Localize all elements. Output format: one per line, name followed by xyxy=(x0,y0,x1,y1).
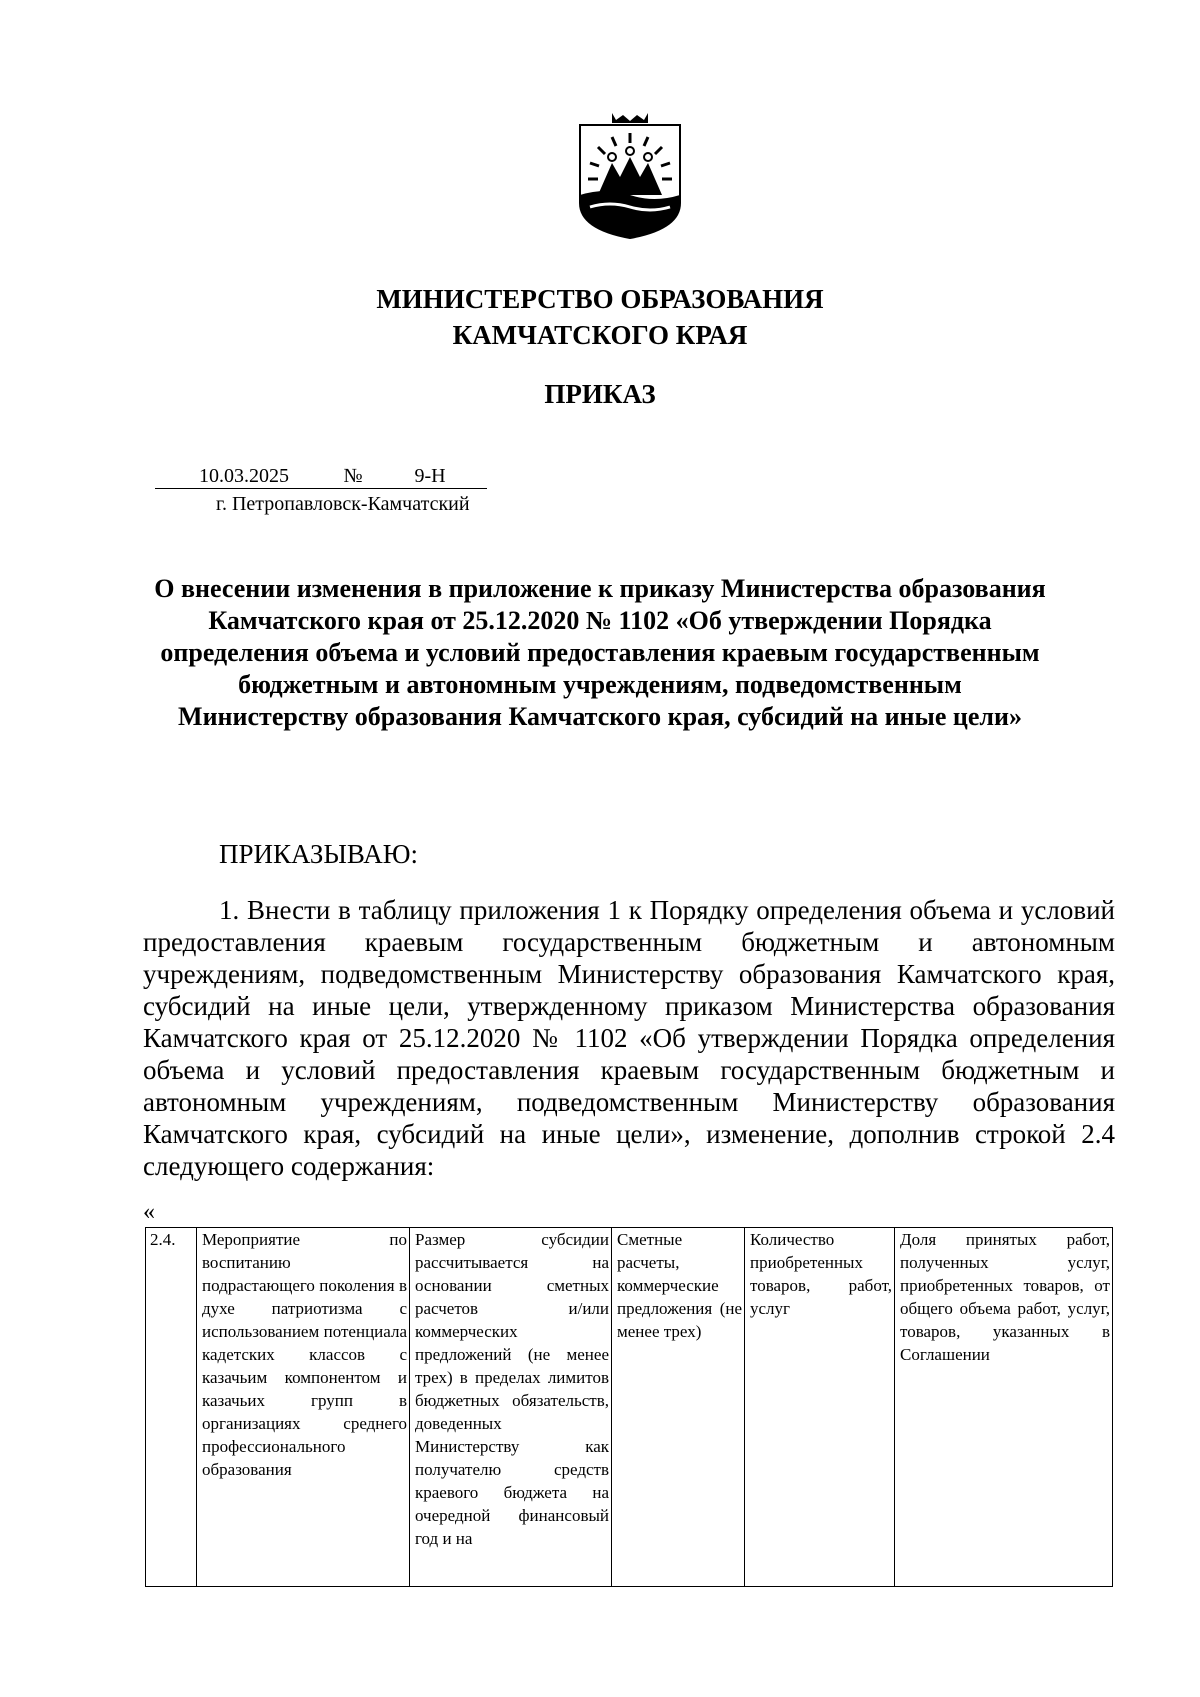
order-word: ПРИКАЗЫВАЮ: xyxy=(219,839,418,869)
ministry-line-2: КАМЧАТСКОГО КРАЯ xyxy=(452,320,748,350)
open-quote: « xyxy=(143,1199,155,1225)
number-sign: № xyxy=(333,464,373,489)
doc-type-title: ПРИКАЗ xyxy=(544,379,656,409)
table-row xyxy=(146,1228,1113,1587)
coat-of-arms-icon xyxy=(576,111,684,239)
order-date-number xyxy=(155,464,487,489)
table-cell-event: Мероприятие по воспитанию подрастающего поколения в духе патриотизма с использованием потенциала кадетских классов с казачьим компонентом и казачьих групп в организациях среднего профессионального образования xyxy=(197,1228,410,1587)
order-subject: О внесении изменения в приложение к приказу Министерства образования Камчатского края от 25.12.2020 № 1102 «Об утверждении Порядка определения объема и условий предоставления краевым государственным бюджетным и автономным учреждениям, подведомственным Министерству образования Камчатского края, субсидий на иные цели» xyxy=(154,574,1046,731)
amendment-table xyxy=(145,1227,1113,1587)
table-cell-result: Количество приобретенных товаров, работ, услуг xyxy=(745,1228,895,1587)
order-number: 9-Н xyxy=(373,464,487,489)
paragraph-1: 1. Внести в таблицу приложения 1 к Порядку определения объема и условий предоставления краевым государственным бюджетным и автономным учреждениям, подведомственным Министерству образования Камчатского края, субсидий на иные цели, утвержденному приказом Министерства образования Камчатского края от 25.12.2020 № 1102 «Об утверждении Порядка определения объема и условий предоставления краевым государственным бюджетным и автономным учреждениям, подведомственным Министерству образования Камчатского края, субсидий на иные цели», изменение, дополнив строкой 2.4 следующего содержания: xyxy=(143,895,1115,1181)
table-cell-documents: Сметные расчеты, коммерческие предложения (не менее трех) xyxy=(612,1228,745,1587)
table-cell-number: 2.4. xyxy=(146,1228,197,1587)
order-city: г. Петропавловск-Камчатский xyxy=(216,493,470,515)
ministry-line-1: МИНИСТЕРСТВО ОБРАЗОВАНИЯ xyxy=(376,284,824,314)
table-cell-indicator: Доля принятых работ, полученных услуг, приобретенных товаров, от общего объема работ, услуг, товаров, указанных в Соглашении xyxy=(895,1228,1113,1587)
table-cell-subsidy-size: Размер субсидии рассчитывается на основании сметных расчетов и/или коммерческих предложений (не менее трех) в пределах лимитов бюджетных обязательств, доведенных Министерству как получателю средств краевого бюджета на очередной финансовый год и на xyxy=(410,1228,612,1587)
order-date: 10.03.2025 xyxy=(155,464,333,489)
ministry-name xyxy=(0,281,1200,353)
